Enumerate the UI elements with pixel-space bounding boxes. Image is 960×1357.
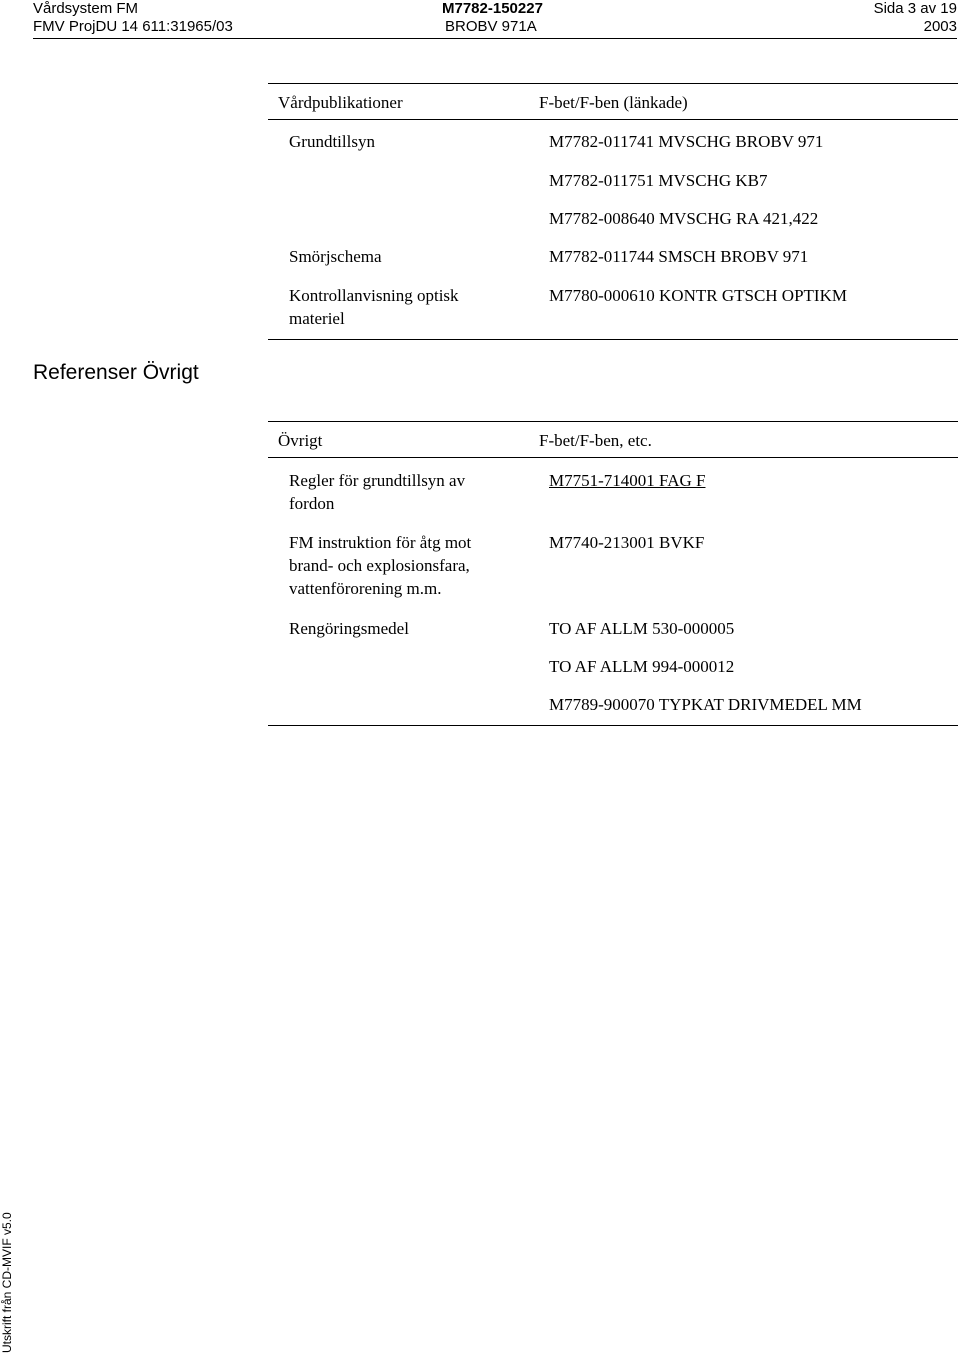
table2-row-value: M7740-213001 BVKF (549, 533, 705, 552)
table2-row-label: brand- och explosionsfara, (289, 556, 470, 575)
table2-bottom-rule (268, 725, 958, 726)
table2-col2-header: F-bet/F-ben, etc. (539, 431, 652, 450)
table2-row-label: vattenförorening m.m. (289, 579, 442, 598)
table2-top-rule (268, 421, 958, 422)
table1-row-value: M7782-011751 MVSCHG KB7 (549, 171, 768, 190)
table1-row-value: M7782-008640 MVSCHG RA 421,422 (549, 209, 819, 228)
table2-col1-header: Övrigt (278, 431, 323, 450)
header-system: Vårdsystem FM (33, 0, 139, 17)
table1-row-value: M7782-011741 MVSCHG BROBV 971 (549, 132, 824, 151)
table2-row-label: FM instruktion för åtg mot (289, 533, 472, 552)
table1-row-label: Kontrollanvisning optisk (289, 286, 459, 305)
table2-header-rule (268, 457, 958, 458)
table2-row-value: TO AF ALLM 530-000005 (549, 619, 735, 638)
header-doc-number: M7782-150227 (442, 0, 543, 17)
table2-row-value: TO AF ALLM 994-000012 (549, 657, 735, 676)
table2-row-value-link[interactable]: M7751-714001 FAG F (549, 471, 706, 490)
header-divider (33, 38, 957, 39)
table2-row-label: fordon (289, 494, 335, 513)
section-title: Referenser Övrigt (33, 361, 199, 384)
table1-row-value: M7782-011744 SMSCH BROBV 971 (549, 247, 809, 266)
header-project: FMV ProjDU 14 611:31965/03 (33, 18, 233, 35)
table2-row-label: Rengöringsmedel (289, 619, 409, 638)
table1-col1-header: Vårdpublikationer (278, 93, 403, 112)
table1-row-label: Grundtillsyn (289, 132, 375, 151)
header-year: 2003 (923, 18, 957, 35)
print-source-note: Utskrift från CD-MVIF v5.0 (0, 1212, 14, 1353)
table1-row-label: materiel (289, 309, 345, 328)
table1-row-label: Smörjschema (289, 247, 382, 266)
table1-bottom-rule (268, 339, 958, 340)
table2-row-label: Regler för grundtillsyn av (289, 471, 466, 490)
table1-top-rule (268, 83, 958, 84)
table2-row-value: M7789-900070 TYPKAT DRIVMEDEL MM (549, 695, 862, 714)
table1-header-rule (268, 119, 958, 120)
header-doc-subtitle: BROBV 971A (445, 18, 537, 35)
table1-col2-header: F-bet/F-ben (länkade) (539, 93, 688, 112)
header-page-number: Sida 3 av 19 (873, 0, 957, 17)
table1-row-value: M7780-000610 KONTR GTSCH OPTIKM (549, 286, 847, 305)
